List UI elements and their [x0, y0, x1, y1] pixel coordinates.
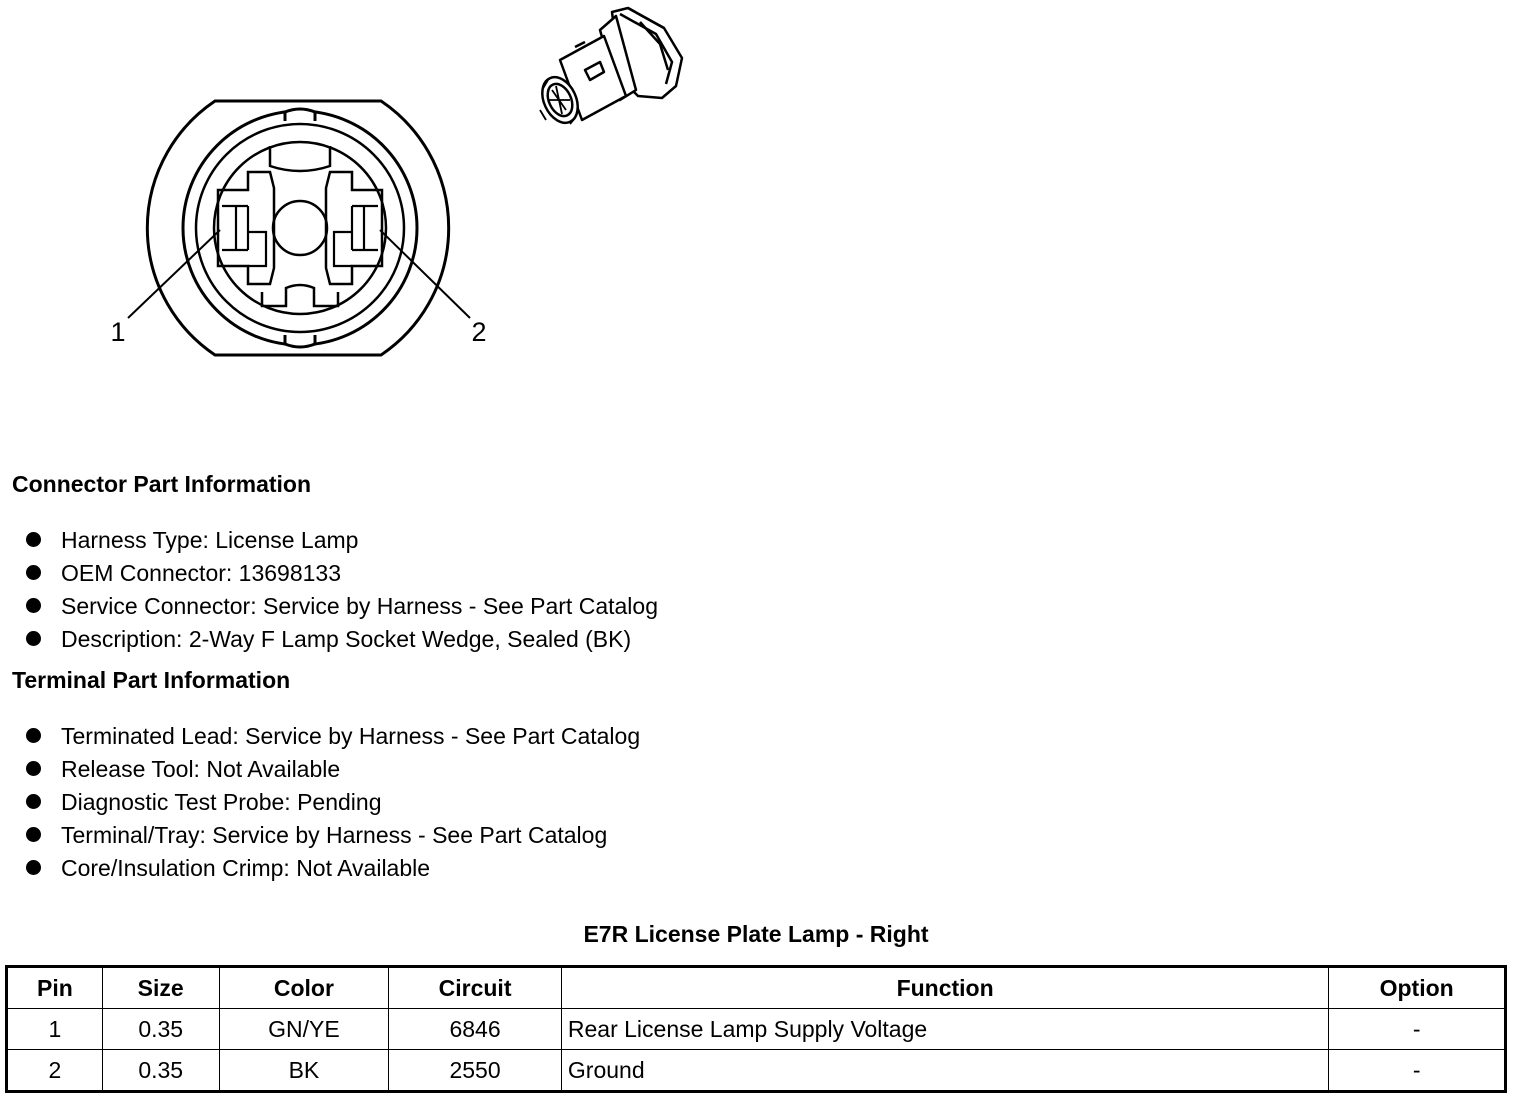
cell-circuit: 6846	[389, 1009, 562, 1050]
list-item: Terminal/Tray: Service by Harness - See Part Catalog	[26, 818, 640, 851]
list-item: OEM Connector: 13698133	[26, 556, 658, 589]
bullet-icon	[26, 532, 41, 547]
table-header-row	[7, 967, 1506, 1009]
bullet-icon	[26, 794, 41, 809]
list-item: Core/Insulation Crimp: Not Available	[26, 851, 640, 884]
terminal-info-list	[26, 719, 640, 884]
bullet-icon	[26, 565, 41, 580]
cell-size: 0.35	[102, 1009, 219, 1050]
bullet-icon	[26, 598, 41, 613]
cell-pin: 2	[7, 1050, 103, 1092]
cell-pin: 1	[7, 1009, 103, 1050]
list-item: Service Connector: Service by Harness - See Part Catalog	[26, 589, 658, 622]
cell-option: -	[1329, 1009, 1506, 1050]
list-item: Diagnostic Test Probe: Pending	[26, 785, 640, 818]
bullet-icon	[26, 761, 41, 776]
cell-option: -	[1329, 1050, 1506, 1092]
callout-pin-2: 2	[471, 317, 487, 347]
cell-color: GN/YE	[219, 1009, 389, 1050]
cell-function: Rear License Lamp Supply Voltage	[561, 1009, 1328, 1050]
header-color: Color	[219, 967, 389, 1009]
table-row	[7, 1009, 1506, 1050]
bullet-icon	[26, 728, 41, 743]
header-option: Option	[1329, 967, 1506, 1009]
bullet-icon	[26, 827, 41, 842]
header-function: Function	[561, 967, 1328, 1009]
list-item: Description: 2-Way F Lamp Socket Wedge, Sealed (BK)	[26, 622, 658, 655]
callout-pin-1: 1	[110, 317, 126, 347]
bullet-icon	[26, 631, 41, 646]
cell-circuit: 2550	[389, 1050, 562, 1092]
terminal-info-title: Terminal Part Information	[12, 667, 291, 693]
cell-function: Ground	[561, 1050, 1328, 1092]
connector-3d-view-icon	[535, 8, 682, 129]
connector-diagram	[0, 0, 720, 440]
connector-face-view-icon	[128, 101, 470, 355]
table-row	[7, 1050, 1506, 1092]
pin-table	[5, 965, 1507, 1093]
cell-size: 0.35	[102, 1050, 219, 1092]
header-size: Size	[102, 967, 219, 1009]
header-circuit: Circuit	[389, 967, 562, 1009]
pin-table-title: E7R License Plate Lamp - Right	[583, 921, 929, 947]
list-item: Terminated Lead: Service by Harness - See Part Catalog	[26, 719, 640, 752]
connector-info-list	[26, 523, 658, 655]
list-item: Release Tool: Not Available	[26, 752, 640, 785]
bullet-icon	[26, 860, 41, 875]
cell-color: BK	[219, 1050, 389, 1092]
header-pin: Pin	[7, 967, 103, 1009]
list-item: Harness Type: License Lamp	[26, 523, 658, 556]
connector-info-title: Connector Part Information	[12, 471, 312, 497]
